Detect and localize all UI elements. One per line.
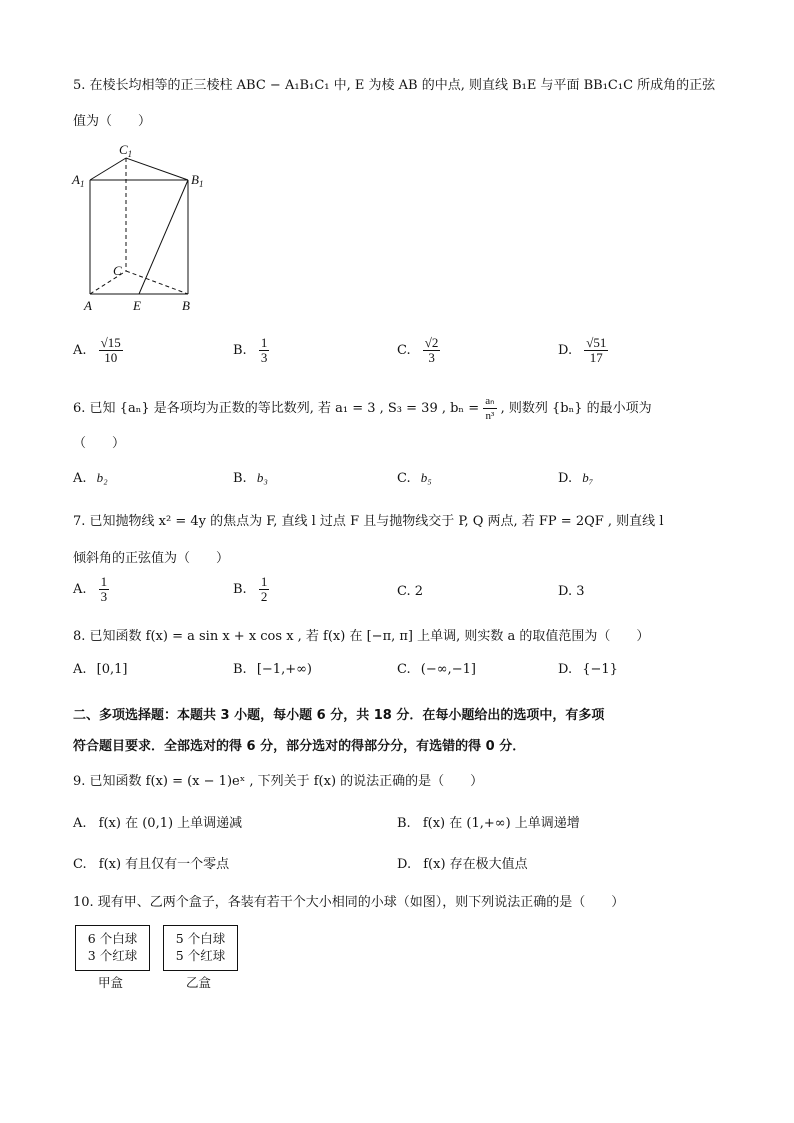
q5-option-b[interactable] xyxy=(233,336,269,365)
option-letter: C. xyxy=(397,343,411,358)
label-b: B xyxy=(182,298,190,313)
q5-option-c[interactable] xyxy=(397,336,440,365)
q6-option-b[interactable]: B. b₃ xyxy=(233,470,268,486)
box-yi-white: 5 个白球 xyxy=(175,931,226,946)
label-e: E xyxy=(133,298,141,313)
edge-c-b xyxy=(126,271,188,294)
box-yi-red: 5 个红球 xyxy=(175,948,226,963)
q7-option-a[interactable]: A. $\frac{1}{3}$ xyxy=(73,574,108,604)
option-letter: A. xyxy=(73,343,87,358)
label-b1: $B_1$ xyxy=(191,172,204,189)
q9-option-c[interactable]: C. f(x) 有且仅有一个零点 xyxy=(73,857,230,872)
q9-option-b[interactable]: B. f(x) 在 (1,+∞) 上单调递增 xyxy=(397,816,580,831)
section2-heading-line2: 符合题目要求．全部选对的得 6 分，部分选对的得部分分，有选错的得 0 分． xyxy=(73,739,526,754)
q8-stem-line1: 8. 已知函数 f(x) = a sin x + x cos x , 若 f(x) 在 [−π, π] 上单调, 则实数 a 的取值范围为（ ） xyxy=(73,629,650,644)
segment-b1-e xyxy=(139,180,188,294)
q6-stem-line1: 6. 已知 {aₙ} 是各项均为正数的等比数列, 若 a₁ = 3 , S₃ = 39 , bₙ = $\frac{\text{aₙ}}{\text{n³}}$ , 则数列 {bₙ} 的最小项为 xyxy=(73,395,652,422)
label-c: C xyxy=(113,263,122,278)
option-fraction: $\frac{√2}{3}$ xyxy=(424,335,439,365)
q8-option-b[interactable]: B. [−1,+∞) xyxy=(233,662,312,677)
q5-option-a[interactable] xyxy=(73,336,123,365)
q6-option-d[interactable]: D. b₇ xyxy=(558,470,594,486)
q9-option-d[interactable]: D. f(x) 存在极大值点 xyxy=(397,857,528,872)
q6-option-a[interactable]: A. b₂ xyxy=(73,470,108,486)
option-letter: D. xyxy=(558,343,573,358)
q8-option-a[interactable]: A. [0,1] xyxy=(73,662,128,677)
q7-stem-line2: 倾斜角的正弦值为（ ） xyxy=(73,551,230,566)
q6-option-c[interactable]: C. b₅ xyxy=(397,470,432,486)
q7-option-b[interactable]: B. $\frac{1}{2}$ xyxy=(233,574,268,604)
q5-stem-line1: 5. 在棱长均相等的正三棱柱 ABC − A₁B₁C₁ 中, E 为棱 AB 的中点, 则直线 B₁E 与平面 BB₁C₁C 所成角的正弦 xyxy=(73,78,716,93)
q8-option-d[interactable]: D. {−1} xyxy=(558,662,618,677)
q7-option-d[interactable]: D. 3 xyxy=(558,584,585,599)
box-jia xyxy=(75,925,150,971)
q6-fraction: $\frac{\text{aₙ}}{\text{n³}}$ xyxy=(485,395,495,422)
q9-stem-line1: 9. 已知函数 f(x) = (x − 1)eˣ , 下列关于 f(x) 的说法正确的是（ ） xyxy=(73,774,484,789)
q7-option-c[interactable]: C. 2 xyxy=(397,584,424,599)
option-fraction: $\frac{√15}{10}$ xyxy=(100,335,121,365)
label-a: A xyxy=(84,298,92,313)
q9-option-a[interactable]: A. f(x) 在 (0,1) 上单调递减 xyxy=(73,816,243,831)
q7-stem-line1: 7. 已知抛物线 x² = 4y 的焦点为 F, 直线 l 过点 F 且与抛物线交于 P, Q 两点, 若 FP = 2QF , 则直线 l xyxy=(73,514,664,529)
option-fraction: $\frac{√51}{17}$ xyxy=(586,335,607,365)
option-fraction: $\frac{1}{3}$ xyxy=(100,574,108,604)
edge-c1-b1 xyxy=(126,158,188,180)
option-fraction: $\frac{1}{3}$ xyxy=(260,335,268,365)
edge-a1-c1 xyxy=(90,158,126,180)
option-letter: B. xyxy=(233,343,247,358)
q10-stem-line1: 10. 现有甲、乙两个盒子，各装有若干个大小相同的小球（如图），则下列说法正确的是（ ） xyxy=(73,895,625,910)
box-jia-red: 3 个红球 xyxy=(87,948,138,963)
box-yi xyxy=(163,925,238,971)
box-jia-white: 6 个白球 xyxy=(87,931,138,946)
q5-option-d[interactable] xyxy=(558,336,608,365)
box-yi-caption: 乙盒 xyxy=(186,975,212,990)
option-fraction: $\frac{1}{2}$ xyxy=(260,574,268,604)
label-a1: $A_1$ xyxy=(72,172,85,189)
q5-stem-line2: 值为（ ） xyxy=(73,114,152,129)
prism-figure xyxy=(70,138,220,313)
q8-option-c[interactable]: C. (−∞,−1] xyxy=(397,662,476,677)
box-jia-caption: 甲盒 xyxy=(98,975,124,990)
section2-heading-line1: 二、多项选择题：本题共 3 小题，每小题 6 分，共 18 分．在每小题给出的选项中，有多项 xyxy=(73,708,605,723)
q6-stem-line2: （ ） xyxy=(73,436,126,451)
label-c1: $C_1$ xyxy=(119,142,133,159)
